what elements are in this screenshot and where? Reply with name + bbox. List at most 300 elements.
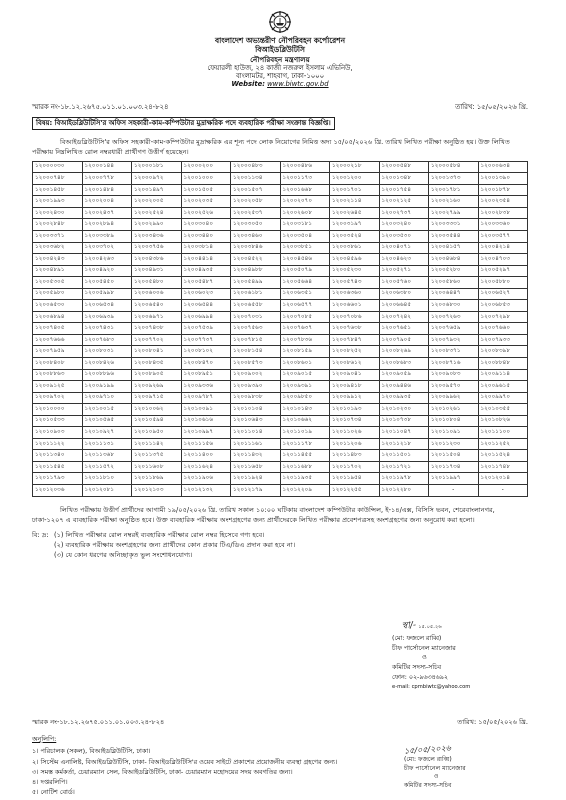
- roll-number-cell: ১২০০৯৯১২: [330, 392, 380, 404]
- signatory-role-2: কমিটির সদস্য-সচিব: [404, 782, 452, 790]
- roll-number-cell: ১২০০৮৬১২: [330, 358, 380, 370]
- roll-number-cell: ১২০১১১৪২: [132, 438, 182, 450]
- roll-number-cell: ১২০১০৮০৪: [429, 415, 479, 427]
- roll-number-cell: ১২০০৯১৯৯: [82, 381, 132, 393]
- roll-number-cell: ১২০১১২১৮: [379, 438, 429, 450]
- roll-number-cell: ১২০০০৫৪৮: [379, 161, 429, 173]
- roll-number-cell: ১২০০৫২৯৭: [478, 265, 528, 277]
- roll-number-cell: ১২০০৯২৬৯: [132, 381, 182, 393]
- roll-number-cell: ১২০০৫৯৯৮: [82, 288, 132, 300]
- roll-number-cell: ১২০০২৫৩৭: [231, 207, 281, 219]
- copy-item: ২। সিস্টেম এনালিষ্ট, বিআইডব্লিউটিসি, ঢাকা- বিআইডব্লিউটিসি'র ওয়েব সাইটে প্রকাশের প্রয়োজনীয় ব্যবস্থা গ্রহণের জন্য।: [32, 757, 338, 766]
- roll-number-cell: ১২০০৬৮৩০: [429, 300, 479, 312]
- roll-number-cell: ১২০০৩৩৬০: [478, 219, 528, 231]
- roll-number-cell: ১২০০০১৪৪: [82, 161, 132, 173]
- signature-block-1: [392, 620, 470, 691]
- copies-list: [32, 746, 337, 797]
- roll-number-cell: ১২০০২৪৩৭: [82, 207, 132, 219]
- roll-number-cell: ১২০০৮৭১৬: [429, 358, 479, 370]
- roll-number-cell: ১২০০৭৫৩৯: [181, 323, 231, 335]
- roll-number-cell: ১২০১১০২৬: [330, 427, 380, 439]
- roll-number-cell: ১২০১১৭০২: [330, 461, 380, 473]
- signatory-designation: চীফ পার্সোনেল ম্যানেজার: [392, 644, 456, 652]
- table-row: [33, 438, 528, 450]
- roll-number-cell: ১২০০৭৫৬৩: [231, 323, 281, 335]
- roll-number-cell: ১২০০৪১৫৭: [429, 242, 479, 254]
- roll-number-cell: -: [478, 485, 528, 497]
- roll-number-cell: ১২০০০৪৮৩: [231, 161, 281, 173]
- roll-number-cell: ১২০০৯০৫৯: [379, 369, 429, 381]
- org-name: বাংলাদেশ অভ্যন্তরীণ নৌপরিবহন কর্পোরেশন: [214, 36, 346, 45]
- roll-number-cell: ১২০০৭০৩১: [231, 311, 281, 323]
- roll-number-cell: ১২০১২১০৩: [132, 485, 182, 497]
- roll-number-cell: ১২০১০৭৩৮: [379, 415, 429, 427]
- roll-number-cell: ১২০০৩৫৪৪: [429, 230, 479, 242]
- roll-number-cell: ১২০০৬৯৯৪: [181, 311, 231, 323]
- roll-number-cell: ১২০০৮০৩১: [82, 346, 132, 358]
- roll-number-cell: ১২০০৯৫৭০: [429, 381, 479, 393]
- memo-number-2: স্মারক নং-১৮.১২.২৬৭৫.০১১.০১.০০৩.২৪-৮২৪: [32, 718, 165, 726]
- roll-number-cell: ১২০১১৩৭৫: [132, 450, 182, 462]
- roll-number-cell: ১২০০৮০৪১: [132, 346, 182, 358]
- roll-number-cell: ১২০০৫৮৮০: [478, 277, 528, 289]
- roll-number-cell: ১২০০৩৩৩১: [429, 219, 479, 231]
- roll-number-cell: ১২০০৮৩৯৮: [478, 346, 528, 358]
- signatory-phone: ফোন: ০২-৯৬৩৪৬৯২: [392, 673, 448, 681]
- roll-number-cell: ১২০০০১৮১: [132, 161, 182, 173]
- website-label: Website:: [231, 80, 265, 89]
- roll-number-cell: ১২০০৮২৫২: [330, 346, 380, 358]
- roll-number-cell: ১২০০৭৮৪৭: [330, 334, 380, 346]
- roll-number-cell: ১২০০৯১১৪: [478, 369, 528, 381]
- roll-number-cell: ১২০০৩৩৭১: [33, 230, 83, 242]
- copy-item: ১। পরিচালক (সকল), বিআইডব্লিউটিসি, ঢাকা।: [32, 747, 151, 756]
- roll-number-cell: ১২০০২০৫৮: [231, 196, 281, 208]
- roll-number-cell: ১২০০২০০৫: [132, 196, 182, 208]
- roll-number-cell: ১২০০৫২৩০: [330, 265, 380, 277]
- roll-number-cell: ১২০১০২৬১: [429, 404, 479, 416]
- signatory-name-2: (মো: ফজলে রাব্বি): [404, 755, 452, 763]
- roll-number-cell: ১২০০৭২৬৩: [429, 311, 479, 323]
- roll-number-cell: ১২০০৭৬৬০: [478, 323, 528, 335]
- roll-number-cell: ১২০০৬৮৯৪: [33, 311, 83, 323]
- roll-number-cell: ১২০০১২০০: [330, 173, 380, 185]
- roll-number-cell: ১২০১১৫২৪: [478, 450, 528, 462]
- roll-number-cell: ১২০০৭২৪২: [379, 311, 429, 323]
- address-line-2: বাংলামটর, শাহবাগ, ঢাকা-১০০০: [235, 71, 324, 80]
- roll-number-cell: ১২০০৪২৬৩: [82, 254, 132, 266]
- roll-number-cell: ১২০০৩৮৬১: [330, 242, 380, 254]
- roll-number-cell: ১২০১২০৩৬: [33, 485, 83, 497]
- roll-number-cell: ১২০০০০৩০: [33, 161, 83, 173]
- roll-number-cell: ১২০১০০৬২: [132, 404, 182, 416]
- roll-number-cell: ১২০০০৭৭৮: [82, 173, 132, 185]
- roll-number-cell: ১২০০৫৯৮০: [33, 288, 83, 300]
- subject-line: বিষয়: বিআইডব্লিউটিসি'র অফিস সহকারী-কাম-কম্পিউটার মুদ্রাক্ষরিক পদে ব্যবহারিক পরীক্ষা সংক্রান্ত বিজ্ঞপ্তি।: [32, 117, 335, 129]
- table-row: [33, 346, 528, 358]
- biwtc-logo-icon: [268, 10, 292, 34]
- roll-number-cell: ১২০১১৮১০: [82, 473, 132, 485]
- roll-number-cell: ১২০০৪২৪৩: [33, 254, 83, 266]
- roll-number-cell: ১২০০৩০৪০: [181, 219, 231, 231]
- roll-number-cell: ১২০১০৯৯৭: [181, 427, 231, 439]
- roll-number-cell: ১২০০৭৬৩৭: [280, 323, 330, 335]
- practical-exam-notice: লিখিত পরীক্ষায় উত্তীর্ণ প্রার্থীদের আগামী ১৯/০৫/২০২৬ খ্রি. তারিখ সকাল ১০:০০ ঘটিকায় বাংলাদেশ কম্পিউটার কাউন্সিল, ই-১৪/এক্স, বিসিসি ভবন, শেরেবাংলানগর, ঢাকা-১২০৭ এ ব্যবহারিক পরীক্ষা অনুষ্ঠিত হবে। উক্ত ব্যবহারিক পরীক্ষায় অংশগ্রহণের জন্য প্রার্থীদেরকে লিখিত পরীক্ষার প্রবেশপত্রসহ অংশগ্রহণের জন্য অনুরোধ করা হলো।: [32, 505, 495, 524]
- roll-number-cell: ১২০০৫৬৬৪: [280, 277, 330, 289]
- roll-number-cell: ১২০০৪০৭১: [379, 242, 429, 254]
- roll-number-cell: ১২০০১৯৯৩: [33, 196, 83, 208]
- table-row: [33, 450, 528, 462]
- table-row: [33, 196, 528, 208]
- roll-number-cell: ১২০০১১৩৪: [231, 173, 281, 185]
- roll-number-cell: ১২০০৭৮৩৬: [280, 334, 330, 346]
- note-item: (১) লিখিত পরীক্ষার রোল নম্বরই ব্যবহারিক পরীক্ষার রোল নম্বর হিসেবে গণ্য হবে।: [54, 531, 265, 539]
- roll-number-cell: ১২০০৯৯৬২: [429, 392, 479, 404]
- roll-number-cell: ১২০০৮৩৭১: [429, 346, 479, 358]
- roll-number-cell: ১২০০৫৮৬০: [429, 277, 479, 289]
- roll-number-cell: ১২০০২০৩৫: [181, 196, 231, 208]
- roll-number-cell: ১২০০৯৮৫০: [280, 392, 330, 404]
- roll-number-cell: ১২০০৯৩৯১: [280, 381, 330, 393]
- roll-number-cell: ১২০০৬৫৩৪: [82, 300, 132, 312]
- roll-number-cell: ১২০১০৭৩৪: [330, 415, 380, 427]
- table-row: [33, 311, 528, 323]
- intro-paragraph: বিআইডব্লিউটিসি'র অফিস সহকারী-কাম-কম্পিউটার মুদ্রাক্ষরিক এর শূন্য পদে লোক নিয়োগের নিমিত্ত অদ্য ১৫/০৫/২০২৬ খ্রি. তারিখ লিখিত পরীক্ষা অনুষ্ঠিত হয়। উক্ত লিখিত পরীক্ষায় নিম্নলিখিত রোল নম্বরধারী প্রার্থীগণ উত্তীর্ণ হয়েছেন।: [32, 137, 510, 156]
- roll-number-cell: ১২০১২০১৪: [478, 473, 528, 485]
- roll-number-cell: ১২০১১৮৬৯: [132, 473, 182, 485]
- notes-list: [54, 531, 295, 562]
- roll-number-cell: ১২০০২৬৪৫: [330, 207, 380, 219]
- roll-number-cell: ১২০০১৪৯৭: [132, 184, 182, 196]
- roll-number-cell: ১২০০১৫০৭: [231, 184, 281, 196]
- office-name: বিআইডব্লিউটিসি: [255, 45, 305, 55]
- roll-number-cell: ১২০১১৯০৬: [181, 473, 231, 485]
- copy-item: ৩। সমস্ত কর্মকর্তা, চেয়ারম্যান সেল, বিআইডব্লিউটিসি, ঢাকা- চেয়ারম্যান মহোদয়ের সদয় অবগতির জন্য।: [32, 767, 293, 776]
- roll-number-cell: ১২০১১৬২৪: [181, 461, 231, 473]
- roll-number-cell: ১২০০৯৯৩৫: [379, 392, 429, 404]
- table-row: [33, 161, 528, 173]
- roll-number-cell: ১২০০২৯৯০: [132, 219, 182, 231]
- roll-number-cell: ১২০০৭৭৩৭: [181, 334, 231, 346]
- reference-line-2: [32, 718, 528, 726]
- roll-number-cell: ১২০১২১৭৯: [231, 485, 281, 497]
- roll-number-cell: ১২০১০০৯১: [181, 404, 231, 416]
- roll-number-cell: ১২০০৩৪৪০: [181, 230, 231, 242]
- roll-number-cell: ১২০১০১০৪: [231, 404, 281, 416]
- roll-number-cell: ১২০০৬৩৬০: [330, 288, 380, 300]
- roll-number-cell: ১২০০৬৫২৭: [478, 288, 528, 300]
- roll-number-cell: ১২০০৫৪৫০: [82, 277, 132, 289]
- roll-number-cell: ১২০১১৬৮৮: [280, 461, 330, 473]
- memo-date-2: তারিখ: ১৫/০৫/২০২৬ খ্রি.: [457, 718, 528, 726]
- roll-number-cell: ১২০০৭৪৩১: [82, 323, 132, 335]
- roll-number-cell: ১২০০৭৯৩২: [429, 334, 479, 346]
- roll-number-cell: ১২০০৪৬৮৪: [429, 254, 479, 266]
- table-row: [33, 485, 528, 497]
- roll-number-cell: ১২০১১১৭৮: [280, 438, 330, 450]
- roll-number-cell: ১২০০৯৪৪৬: [379, 381, 429, 393]
- table-row: [33, 254, 528, 266]
- roll-number-cell: ১২০০৭০৮৫: [280, 311, 330, 323]
- roll-number-cell: ১২০০১৭৮১: [429, 184, 479, 196]
- memo-number: স্মারক নং-১৮.১২.২৬৭৫.০১১.০১.০০৩.২৪-৮২৪: [32, 102, 169, 111]
- roll-number-cell: ১২০১০৩৫৫: [478, 404, 528, 416]
- table-row: [33, 392, 528, 404]
- roll-number-cell: ১২০১১৯৩৫: [280, 473, 330, 485]
- roll-number-cell: ১২০০৫৪৮৭: [181, 277, 231, 289]
- roll-number-cell: ১২০১২১৩২: [181, 485, 231, 497]
- roll-number-cell: ১২০১১৫০১: [379, 450, 429, 462]
- roll-number-cell: ১২০০৯৩৯০: [231, 381, 281, 393]
- roll-number-cell: ১২০১১৯৯৭: [429, 473, 479, 485]
- address-line-1: ফেয়ারলী হাউজ, ২৪ কাজী নজরুল ইসলাম এভিনিউ,: [207, 63, 353, 72]
- roll-number-cell: ১২০০৬৯৭১: [132, 311, 182, 323]
- roll-number-cell: ১২০১২২০৯: [280, 485, 330, 497]
- roll-number-cell: ১২০০৪২১৪: [478, 242, 528, 254]
- roll-number-cell: ১২০১১৭২১: [379, 461, 429, 473]
- roll-number-cell: ১২০১১৪৫৫: [280, 450, 330, 462]
- roll-number-cell: ১২০০৪৪১৪: [181, 254, 231, 266]
- roll-number-cell: ১২০০৩১৯৭: [330, 219, 380, 231]
- roll-number-cell: ১২০০৭৭০২: [132, 334, 182, 346]
- roll-number-cell: ১২০০৮৬৮৩: [379, 358, 429, 370]
- roll-table-body: [33, 161, 528, 496]
- table-row: [33, 184, 528, 196]
- roll-number-cell: ১২০০৮৫৭৩: [231, 358, 281, 370]
- roll-number-cell: ১২০১০০১৫: [82, 404, 132, 416]
- roll-number-cell: ১২০০২৭৯৯: [429, 207, 479, 219]
- roll-number-cell: ১২০০৬৬০১: [330, 300, 380, 312]
- roll-number-cell: ১২০০৫৩০৫: [33, 277, 83, 289]
- roll-number-cell: ১২০১১১২২: [33, 438, 83, 450]
- roll-number-cell: ১২০০৭৬৫১: [379, 323, 429, 335]
- roll-number-cell: ১২০১১২৫২: [478, 438, 528, 450]
- roll-number-cell: ১২০০৬০২৩: [181, 288, 231, 300]
- roll-number-cell: ১২০০৯১২৫: [33, 381, 83, 393]
- roll-number-cell: ১২০০৮৯৫১: [181, 369, 231, 381]
- roll-number-cell: ১২০০৪৯৩১: [132, 265, 182, 277]
- roll-number-cell: ১২০০১৭০১: [330, 184, 380, 196]
- ministry-name: নৌপরিবহন মন্ত্রণালয়: [250, 54, 310, 64]
- roll-number-cell: ১২০০৩৫৩০: [379, 230, 429, 242]
- roll-number-cell: ১২০১১৪০০: [181, 450, 231, 462]
- roll-number-cell: ১২০১১২৩০: [429, 438, 479, 450]
- roll-number-cell: ১২০০২৩৫৪: [478, 196, 528, 208]
- table-row: [33, 277, 528, 289]
- copy-item: ৪। দপ্তরলিপি।: [32, 778, 68, 786]
- copies-title: অনুলিপি:: [32, 735, 57, 743]
- roll-number-cell: ১২০১১১০০: [478, 427, 528, 439]
- roll-number-cell: ১২০০৮৪৩৫: [132, 358, 182, 370]
- roll-number-cell: ১২০০৬৫৫৮: [231, 300, 281, 312]
- roll-number-cell: ১২০০০৫৮৪: [429, 161, 479, 173]
- roll-number-cell: ১২০০৩৫০৪: [280, 230, 330, 242]
- roll-number-cell: ১২০১১১৩১: [82, 438, 132, 450]
- roll-number-cell: ১২০০৭৪৩৮: [132, 323, 182, 335]
- roll-number-cell: ১২০১১০১৯: [280, 427, 330, 439]
- roll-number-cell: ১২০০৪৫৪৬: [280, 254, 330, 266]
- website-link[interactable]: www.biwtc.gov.bd: [267, 80, 329, 89]
- signatory-conjunction-2: ও: [434, 773, 439, 781]
- roll-number-cell: ১২০০৬৫৪৪: [181, 300, 231, 312]
- reference-line: [32, 103, 528, 111]
- signatory-email: e-mail: cpmbiwtc@yahoo.com: [392, 683, 471, 690]
- roll-number-cell: ১২০১০০০০: [33, 404, 83, 416]
- roll-number-cell: ১২০০৫৭৬০: [379, 277, 429, 289]
- roll-number-cell: ১২০০৮১৫৪: [231, 346, 281, 358]
- table-row: [33, 300, 528, 312]
- roll-number-cell: ১২০০১১৭৩: [280, 173, 330, 185]
- note-item: (২) ব্যবহারিক পরীক্ষায় অংশগ্রহণের জন্য প্রার্থীদের কোন প্রকার টিএ/ডিএ প্রদান করা হবে না।: [54, 541, 296, 550]
- roll-number-cell: ১২০১২০৮১: [82, 485, 132, 497]
- roll-number-cell: ১২০০৪৮৯১: [33, 265, 83, 277]
- roll-number-cell: ১২০০৭৪০৫: [33, 323, 83, 335]
- roll-number-cell: ১২০০৮৮৪৮: [478, 358, 528, 370]
- roll-number-cell: ১২০০২৫২৪: [132, 207, 182, 219]
- roll-number-cell: ১২০০৮৮৬৩: [33, 369, 83, 381]
- roll-number-cell: ১২০০৮৮৯৬: [82, 369, 132, 381]
- roll-number-cell: ১২০০৭৯০৫: [379, 334, 429, 346]
- roll-number-cell: ১২০০৯০০২: [231, 369, 281, 381]
- signatory-conjunction: ও: [422, 654, 427, 662]
- roll-number-cell: ১২০০৫২৮০: [429, 265, 479, 277]
- roll-number-cell: ১২০০৭৬৫৯: [429, 323, 479, 335]
- roll-number-cell: ১২০১০৫৩৩: [33, 415, 83, 427]
- roll-number-cell: ১২০১২২৫৫: [330, 485, 380, 497]
- copy-item: ৫। নোটিশ বোর্ড।: [32, 788, 75, 797]
- notes-section: [32, 531, 528, 562]
- roll-number-cell: ১২০০২৮৩৮: [478, 207, 528, 219]
- roll-number-cell: ১২০০২৮৪৮: [33, 219, 83, 231]
- roll-number-cell: ১২০০৬৩৫১: [280, 288, 330, 300]
- table-row: [33, 358, 528, 370]
- roll-number-cell: ১২০০৩৮৪৬: [231, 242, 281, 254]
- roll-number-cell: ১২০০৩৪৬০: [231, 230, 281, 242]
- roll-number-cell: ১২০০৭৯৫৯: [33, 346, 83, 358]
- roll-number-cell: ১২০০৪৭০৩: [478, 254, 528, 266]
- roll-number-cell: ১২০০৮১০২: [181, 346, 231, 358]
- roll-number-cell: ১২০১১৯৫৪: [330, 473, 380, 485]
- roll-number-cell: ১২০১০৯৫০: [132, 427, 182, 439]
- roll-number-cell: ১২০১০৬৬২: [280, 415, 330, 427]
- roll-number-cell: ১২০০৮১৫৯: [280, 346, 330, 358]
- roll-number-cell: ১২০১১৭৪৮: [478, 461, 528, 473]
- signature-mark-2: ১৫/০৫/২০২৬: [403, 743, 452, 756]
- notes-label: বি: দ্র:: [32, 531, 49, 539]
- roll-number-cell: ১২০০৯০৮৩: [429, 369, 479, 381]
- roll-number-cell: ১২০০৬৯৩৯: [82, 311, 132, 323]
- roll-number-cell: ১২০০২৬০৮: [280, 207, 330, 219]
- roll-number-cell: ১২০০৮৯০৫: [132, 369, 182, 381]
- signatory-designation-2: চীফ পার্সোনেল ম্যানেজার: [404, 764, 466, 772]
- roll-number-cell: ১২০০৫০৭৯: [280, 265, 330, 277]
- table-row: [33, 323, 528, 335]
- note-item: (৩) যে কোন ধরণের অনিচ্ছাকৃত ভুল সংশোধনযোগ্য।: [54, 551, 193, 560]
- roll-number-cell: ১২০০১৭৫৪: [379, 184, 429, 196]
- roll-number-cell: ১২০০৭৯৩৩: [478, 334, 528, 346]
- copies-section: [32, 734, 337, 798]
- roll-number-cell: ১২০০৩১৮১: [280, 219, 330, 231]
- roll-number-cell: ১২০০১৩৯০: [478, 173, 528, 185]
- table-row: [33, 230, 528, 242]
- roll-number-cell: ১২০০৪৩৮৬: [132, 254, 182, 266]
- memo-date: তারিখ: ১৫/০৫/২০২৬ খ্রি.: [455, 102, 528, 111]
- roll-number-cell: ১২০০২১১৪: [330, 196, 380, 208]
- roll-number-cell: ১২০০১৩৭৩: [429, 173, 479, 185]
- roll-number-cell: ১২০০৬৫৭৭: [280, 300, 330, 312]
- roll-number-cell: ১২০০২১৬০: [429, 196, 479, 208]
- letterhead: [32, 0, 528, 89]
- roll-number-cell: ১২০১০৫৬৫: [82, 415, 132, 427]
- roll-number-cell: ১২০১১৫৪৫: [33, 461, 83, 473]
- roll-number-cell: ১২০০৯৯৭০: [478, 392, 528, 404]
- roll-number-cell: ১২০১১৯৭৮: [379, 473, 429, 485]
- roll-number-cell: ১২০০৩৫২৪: [330, 230, 380, 242]
- roll-number-cell: ১২০১০৯২৭: [82, 427, 132, 439]
- roll-number-cell: ১২০০৩৫৭৭: [478, 230, 528, 242]
- roll-number-cell: ১২০০৪৯২০: [82, 265, 132, 277]
- roll-number-cell: ১২০০১৩৪৮: [379, 173, 429, 185]
- roll-number-cell: ১২০০৯৮৩৮: [231, 392, 281, 404]
- roll-number-cell: ১২০০১৪৮৪: [82, 184, 132, 196]
- roll-number-cell: ১২০০৬৮৫৩: [478, 300, 528, 312]
- roll-number-cell: ১২০১১৬০৮: [132, 461, 182, 473]
- roll-number-cell: ১২০০৯৪১৮: [330, 381, 380, 393]
- roll-number-cell: ১২০০৯০৪১: [330, 369, 380, 381]
- table-row: [33, 207, 528, 219]
- roll-number-cell: ১২০১১৪৮৩: [330, 450, 380, 462]
- roll-number-cell: ১২০০৩২৪০: [379, 219, 429, 231]
- roll-number-cell: ১২০০২০৭০: [280, 196, 330, 208]
- roll-number-cell: ১২০০১৮৭৮: [478, 184, 528, 196]
- roll-number-cell: ১২০০৯০১৫: [280, 369, 330, 381]
- roll-number-cell: ১২০০১০০০: [181, 173, 231, 185]
- roll-number-cell: ১২০০৯৭১০: [82, 392, 132, 404]
- roll-number-cell: ১২০১১১৫৬: [181, 438, 231, 450]
- table-row: [33, 369, 528, 381]
- roll-number-cell: ১২০১০১৪৩: [280, 404, 330, 416]
- roll-number-cell: ১২০১১২০৬: [330, 438, 380, 450]
- roll-number-cell: ১২০০১৪৫৮: [33, 184, 83, 196]
- roll-number-cell: ১২০০৩৮১৪: [181, 242, 231, 254]
- roll-number-cell: ১২০০৭০৮৬: [330, 311, 380, 323]
- roll-number-cell: ১২০১১৯২৪: [231, 473, 281, 485]
- table-row: [33, 381, 528, 393]
- roll-number-cell: ১২০১০১৯৩: [330, 404, 380, 416]
- table-row: [33, 415, 528, 427]
- roll-number-cell: ১২০০২৮৯৪: [82, 219, 132, 231]
- roll-number-cell: ১২০০৯৬১৫: [478, 381, 528, 393]
- roll-number-cell: ১২০০৪৯৮৮: [231, 265, 281, 277]
- roll-number-cell: ১২০০৯৭৮৭: [181, 392, 231, 404]
- signature-block-2: [404, 744, 466, 791]
- roll-number-cell: ১২০০২৪৩০: [33, 207, 83, 219]
- roll-number-cell: ১২০০৬৪৪৭: [429, 288, 479, 300]
- roll-number-cell: ১২০০২৭৩৭: [379, 207, 429, 219]
- roll-number-cell: ১২০১২২৮০: [379, 485, 429, 497]
- table-row: [33, 461, 528, 473]
- table-row: [33, 334, 528, 346]
- signatory-role: কমিটির সদস্য-সচিব: [392, 664, 441, 672]
- roll-number-cell: ১২০০২১২৫: [379, 196, 429, 208]
- roll-number-cell: ১২০০৮২৬৯: [379, 346, 429, 358]
- website-line: [32, 80, 528, 88]
- roll-number-cell: ১২০০৫৭৪৩: [330, 277, 380, 289]
- roll-number-cell: ১২০০৭৬৮৩: [82, 334, 132, 346]
- roll-number-cell: ১২০০৪৫২২: [231, 254, 281, 266]
- roll-number-cell: ১২০০০২০০: [181, 161, 231, 173]
- roll-number-cell: ১২০১১১৬১: [231, 438, 281, 450]
